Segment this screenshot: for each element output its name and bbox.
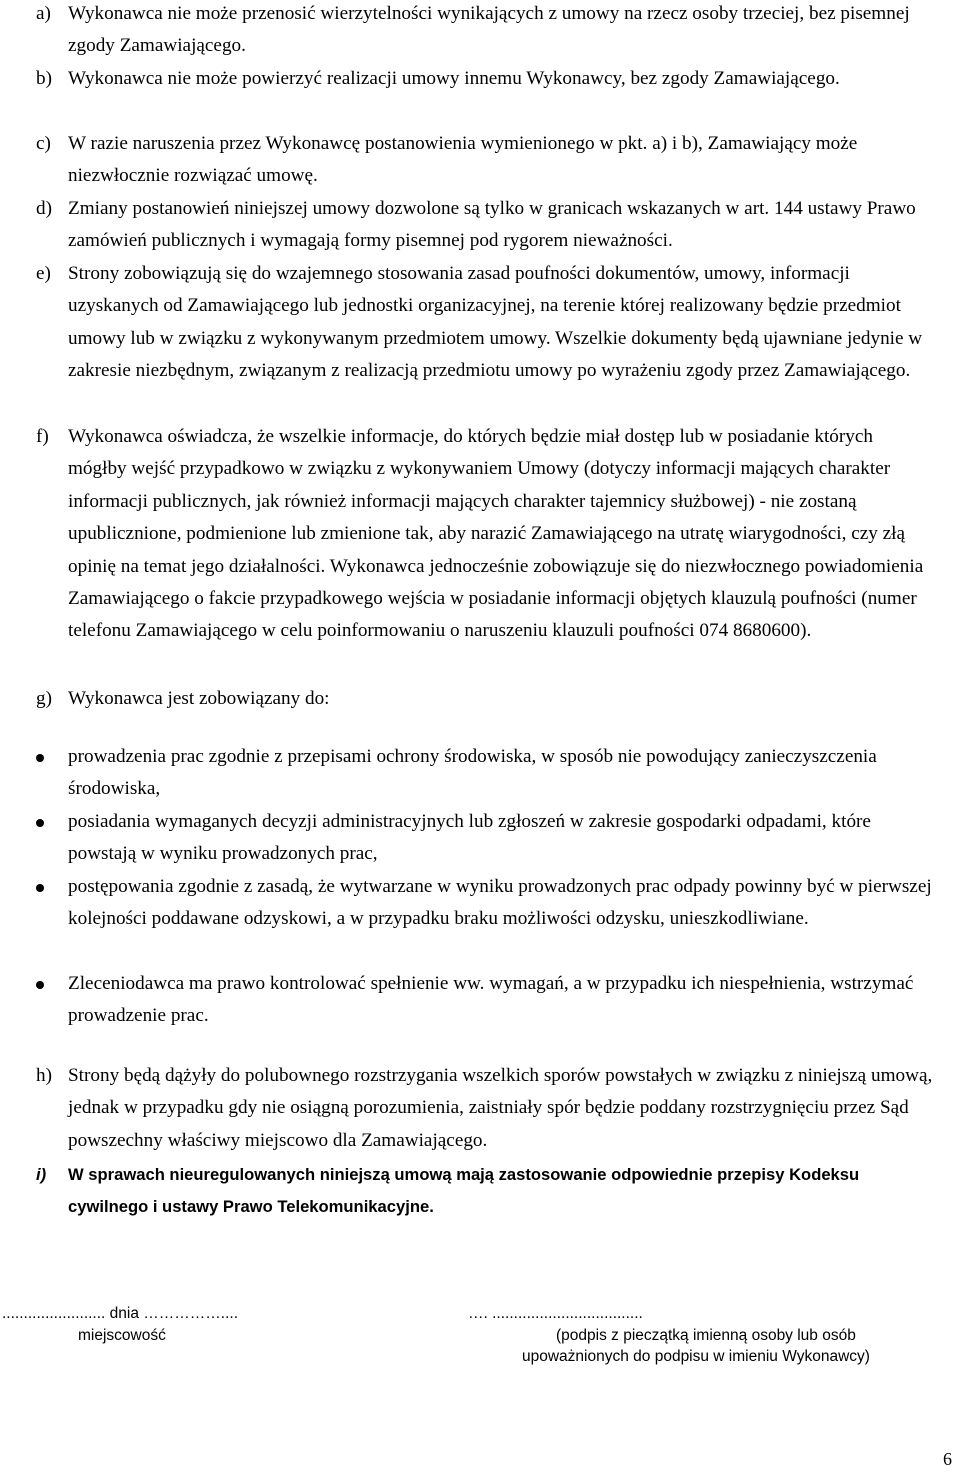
signature-line: …. ................................... xyxy=(468,1305,643,1322)
place-date-line: ........................ dnia …………….... xyxy=(2,1305,238,1322)
page-number: 6 xyxy=(943,1449,952,1469)
list-item xyxy=(36,741,936,806)
clause-label: e) xyxy=(36,263,51,284)
clause-e xyxy=(36,258,936,388)
clause-d xyxy=(36,193,936,258)
clause-label: c) xyxy=(36,133,51,154)
clause-f xyxy=(36,421,936,648)
clause-text: Wykonawca nie może powierzyć realizacji umowy innemu Wykonawcy, bez zgody Zamawiającego. xyxy=(68,68,840,89)
signature-caption-1: (podpis z pieczątką imienną osoby lub osób xyxy=(556,1327,856,1344)
clause-text: Strony będą dążyły do polubownego rozstrzygania wszelkich sporów powstałych w związku z niniejszą umową, jednak w przypadku gdy nie osiągną porozumienia, zaistniały spór będzie poddany rozstrzygnięciu przez Sąd powszechny właściwy miejscowo dla Zamawiającego. xyxy=(68,1065,933,1151)
list-item xyxy=(36,806,936,871)
place-caption: miejscowość xyxy=(78,1327,166,1344)
list-item xyxy=(36,968,936,1033)
clause-label: d) xyxy=(36,198,52,219)
clause-label: g) xyxy=(36,688,52,709)
clause-text: Wykonawca oświadcza, że wszelkie informacje, do których będzie miał dostęp lub w posiadanie których mógłby wejść przypadkowo w związku z wykonywaniem Umowy (dotyczy informacji mających charakter informacji publicznych, jak również informacji mających charakter tajemnicy służbowej) - nie zostaną upublicznione, podmienione lub zmienione tak, aby narazić Zamawiającego na utratę wiarygodności, czy złą opinię na temat jego działalności. Wykonawca jednocześnie zobowiązuje się do niezwłocznego powiadomienia Zamawiającego o fakcie przypadkowego wejścia w posiadanie informacji objętych klauzulą poufności (numer telefonu Zamawiającego w celu poinformowaniu o naruszeniu klauzuli poufności 074 8680600). xyxy=(68,426,924,642)
clause-text: W razie naruszenia przez Wykonawcę postanowienia wymienionego w pkt. a) i b), Zamawiający może niezwłocznie rozwiązać umowę. xyxy=(68,133,858,187)
bullet-icon xyxy=(36,754,44,762)
list-item-text: postępowania zgodnie z zasadą, że wytwarzane w wyniku prowadzonych prac odpady powinny być w pierwszej kolejności poddawane odzyskowi, a w przypadku braku możliwości odzysku, unieszkodliwiane. xyxy=(68,876,932,930)
clause-label: f) xyxy=(36,426,49,447)
clause-b xyxy=(36,63,936,95)
clause-text: Strony zobowiązują się do wzajemnego stosowania zasad poufności dokumentów, umowy, informacji uzyskanych od Zamawiającego lub jednostki organizacyjnej, na terenie której realizowany będzie przedmiot umowy lub w związku z wykonywanym przedmiotem umowy. Wszelkie dokumenty będą ujawniane jedynie w zakresie niezbędnym, związanym z realizacją przedmiotu umowy po wyrażeniu zgody przez Zamawiającego. xyxy=(68,263,923,382)
clause-label: a) xyxy=(36,3,51,24)
clause-label: i) xyxy=(36,1165,47,1184)
list-item-text: posiadania wymaganych decyzji administracyjnych lub zgłoszeń w zakresie gospodarki odpadami, które powstają w wyniku prowadzonych prac, xyxy=(68,811,871,865)
clause-text: Zmiany postanowień niniejszej umowy dozwolone są tylko w granicach wskazanych w art. 144 ustawy Prawo zamówień publicznych i wymagają formy pisemnej pod rygorem nieważności. xyxy=(68,198,916,252)
clause-a xyxy=(36,0,936,63)
bullet-icon xyxy=(36,884,44,892)
clause-text: Wykonawca jest zobowiązany do: xyxy=(68,688,330,709)
signature-caption-2: upoważnionych do podpisu w imieniu Wykonawcy) xyxy=(522,1348,870,1365)
list-item-text: prowadzenia prac zgodnie z przepisami ochrony środowiska, w sposób nie powodujący zanieczyszczenia środowiska, xyxy=(68,746,877,800)
list-item-text: Zleceniodawca ma prawo kontrolować spełnienie ww. wymagań, a w przypadku ich niespełnienia, wstrzymać prowadzenie prac. xyxy=(68,973,914,1027)
list-item xyxy=(36,871,936,936)
clause-label: b) xyxy=(36,68,52,89)
clause-h xyxy=(36,1060,936,1157)
clause-c xyxy=(36,128,936,193)
bullet-icon xyxy=(36,981,44,989)
clause-text: Wykonawca nie może przenosić wierzytelności wynikających z umowy na rzecz osoby trzeciej, bez pisemnej zgody Zamawiającego. xyxy=(68,3,910,57)
clause-i xyxy=(36,1159,936,1224)
clause-g xyxy=(36,683,936,715)
clause-label: h) xyxy=(36,1065,52,1086)
clause-text: W sprawach nieuregulowanych niniejszą umową mają zastosowanie odpowiednie przepisy Kodeksu cywilnego i ustawy Prawo Telekomunikacyjne. xyxy=(68,1165,860,1217)
bullet-icon xyxy=(36,819,44,827)
